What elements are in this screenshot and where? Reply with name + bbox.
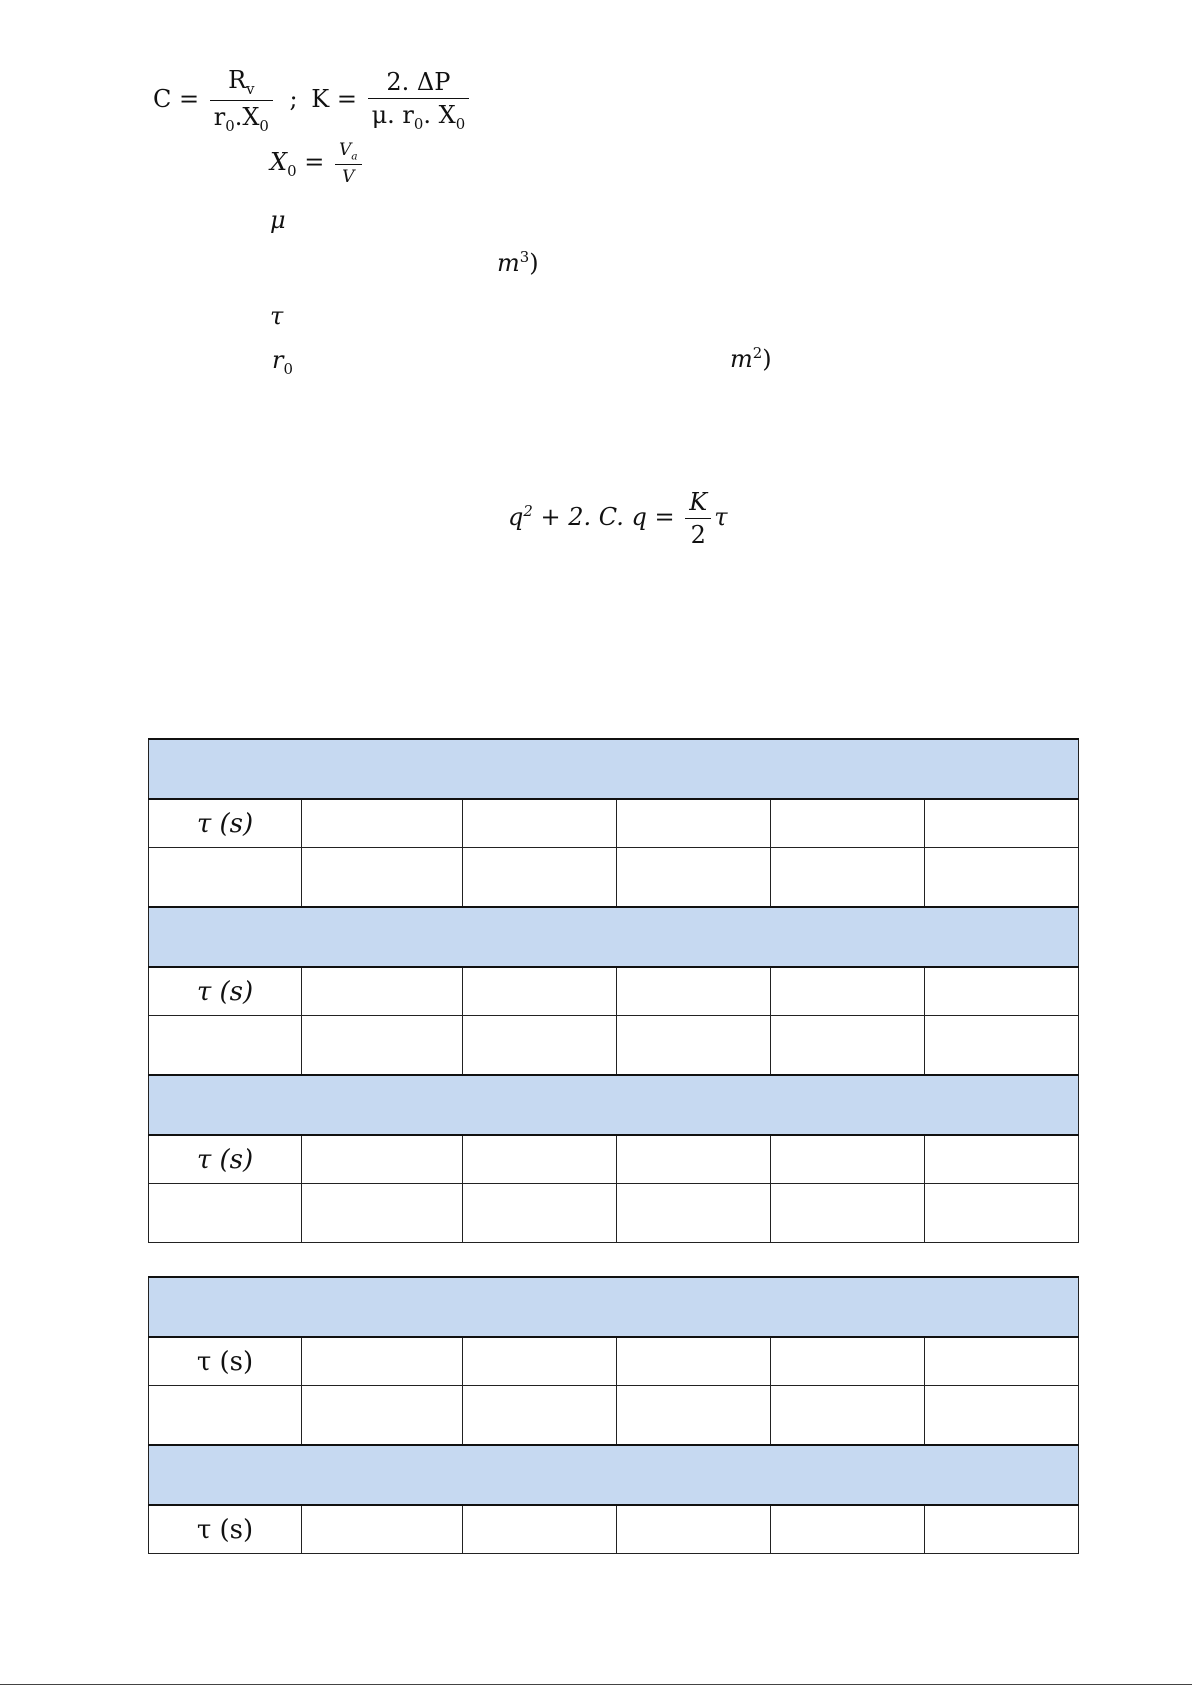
- k-num: 2. ΔP: [368, 68, 470, 99]
- table-header-cell: [149, 1277, 1079, 1337]
- eq-q-sup: 2: [523, 502, 533, 520]
- table-cell[interactable]: [149, 848, 302, 908]
- c-den-b: .X: [234, 102, 260, 131]
- table-row: [149, 799, 1079, 848]
- unit-m2-paren: ): [762, 345, 772, 373]
- table-cell[interactable]: [617, 1184, 771, 1243]
- table-cell[interactable]: [925, 1184, 1079, 1243]
- eq-middle: + 2. C. q =: [540, 503, 675, 531]
- c-den-b-sub: 0: [259, 116, 269, 135]
- table-cell[interactable]: [302, 1184, 463, 1243]
- x0-lhs: X: [270, 148, 288, 177]
- table-header-cell: [149, 907, 1079, 967]
- tau-label: τ (s): [196, 1346, 254, 1377]
- x0-lhs-sub: 0: [287, 162, 297, 180]
- tau-label-cell: [149, 1135, 302, 1184]
- k-den-b: . X: [423, 100, 456, 129]
- table-cell[interactable]: [925, 1505, 1079, 1554]
- table-cell[interactable]: [771, 1337, 925, 1386]
- table-cell[interactable]: [617, 1016, 771, 1076]
- table-cell[interactable]: [771, 1386, 925, 1446]
- c-den-a: r: [213, 102, 226, 131]
- eq-tail: τ: [714, 503, 728, 531]
- symbol-r0: [272, 346, 293, 378]
- table-cell[interactable]: [771, 848, 925, 908]
- table-cell[interactable]: [771, 799, 925, 848]
- tau-label-cell: [149, 1505, 302, 1554]
- c-den-a-sub: 0: [225, 116, 235, 135]
- formula-x0: [270, 140, 365, 187]
- table-cell[interactable]: [302, 1135, 463, 1184]
- table-cell[interactable]: [302, 1016, 463, 1076]
- table-cell[interactable]: [925, 799, 1079, 848]
- table-header-cell: [149, 739, 1079, 799]
- table-cell[interactable]: [925, 1016, 1079, 1076]
- table-cell[interactable]: [925, 1135, 1079, 1184]
- k-fraction: [368, 68, 470, 133]
- table-cell[interactable]: [463, 1505, 617, 1554]
- table-cell[interactable]: [771, 1016, 925, 1076]
- table-header-cell: [149, 1445, 1079, 1505]
- unit-m2-base: m: [730, 345, 753, 373]
- r0-sub: 0: [283, 359, 293, 378]
- unit-m3-base: m: [497, 249, 520, 277]
- table-cell[interactable]: [925, 1337, 1079, 1386]
- c-lhs: C =: [153, 84, 200, 113]
- eq-frac-den: 2: [690, 521, 706, 549]
- tau-label: τ (s): [196, 1144, 254, 1175]
- x0-eq: =: [304, 148, 325, 177]
- tau-label-cell: [149, 967, 302, 1016]
- c-num-sub: v: [246, 79, 255, 98]
- table-cell[interactable]: [617, 1505, 771, 1554]
- unit-m3-paren: ): [529, 249, 539, 277]
- table-cell[interactable]: [617, 1386, 771, 1446]
- unit-m2-sup: 2: [752, 344, 763, 362]
- unit-m2: [730, 344, 772, 373]
- data-table-1: [148, 738, 1079, 1243]
- table-header-row: [149, 1445, 1079, 1505]
- table-header-row: [149, 1075, 1079, 1135]
- table-cell[interactable]: [617, 799, 771, 848]
- table-cell[interactable]: [463, 1135, 617, 1184]
- table-cell[interactable]: [302, 1386, 463, 1446]
- table-row: [149, 1184, 1079, 1243]
- table-cell[interactable]: [302, 967, 463, 1016]
- table-cell[interactable]: [149, 1184, 302, 1243]
- x0-num: V: [338, 140, 352, 160]
- c-num-base: R: [228, 66, 247, 94]
- main-equation: [508, 488, 727, 549]
- x0-fraction: [335, 140, 362, 187]
- tau-label: τ (s): [196, 808, 254, 839]
- tau-label-cell: [149, 1337, 302, 1386]
- table-cell[interactable]: [771, 967, 925, 1016]
- eq-fraction: [685, 488, 711, 549]
- tau-label: τ (s): [196, 976, 254, 1007]
- unit-m3: [497, 248, 539, 277]
- table-cell[interactable]: [302, 1337, 463, 1386]
- table-cell[interactable]: [463, 967, 617, 1016]
- table-row: [149, 1016, 1079, 1076]
- c-fraction: [210, 66, 273, 135]
- r0-base: r: [272, 346, 284, 374]
- formula-c-k: [153, 66, 472, 135]
- eq-frac-num: K: [685, 488, 711, 519]
- symbol-tau: τ: [270, 302, 284, 330]
- table-row: [149, 1386, 1079, 1446]
- table-cell[interactable]: [302, 799, 463, 848]
- table-cell[interactable]: [463, 799, 617, 848]
- x0-den: V: [342, 167, 355, 188]
- table-cell[interactable]: [925, 848, 1079, 908]
- table-cell[interactable]: [617, 967, 771, 1016]
- table-cell[interactable]: [925, 967, 1079, 1016]
- unit-m3-sup: 3: [519, 248, 530, 266]
- tau-label: τ (s): [196, 1514, 254, 1545]
- table-header-row: [149, 907, 1079, 967]
- table-header-cell: [149, 1075, 1079, 1135]
- table-cell[interactable]: [925, 1386, 1079, 1446]
- table-cell[interactable]: [617, 848, 771, 908]
- table-cell[interactable]: [771, 1135, 925, 1184]
- table-cell[interactable]: [771, 1505, 925, 1554]
- table-cell[interactable]: [302, 848, 463, 908]
- data-table-2: [148, 1276, 1079, 1554]
- table-cell[interactable]: [617, 1337, 771, 1386]
- eq-q: q: [508, 503, 524, 531]
- table-row: [149, 848, 1079, 908]
- table-cell[interactable]: [463, 1337, 617, 1386]
- table-cell[interactable]: [149, 1386, 302, 1446]
- table-row: [149, 1337, 1079, 1386]
- table-header-row: [149, 1277, 1079, 1337]
- table-cell[interactable]: [771, 1184, 925, 1243]
- table-cell[interactable]: [463, 1016, 617, 1076]
- table-cell[interactable]: [463, 848, 617, 908]
- tau-label-cell: [149, 799, 302, 848]
- table-cell[interactable]: [463, 1184, 617, 1243]
- k-den-a: μ. r: [371, 100, 414, 129]
- table-cell[interactable]: [302, 1505, 463, 1554]
- k-lhs: K =: [311, 84, 357, 113]
- symbol-mu: μ: [270, 206, 286, 234]
- k-den-a-sub: 0: [413, 114, 424, 133]
- x0-num-sub: a: [351, 150, 358, 163]
- semicolon: ;: [289, 84, 298, 113]
- table-cell[interactable]: [463, 1386, 617, 1446]
- k-den-b-sub: 0: [455, 114, 466, 133]
- table-cell[interactable]: [149, 1016, 302, 1076]
- table-cell[interactable]: [617, 1135, 771, 1184]
- table-row: [149, 1135, 1079, 1184]
- table-row: [149, 967, 1079, 1016]
- table-row: [149, 1505, 1079, 1554]
- table-header-row: [149, 739, 1079, 799]
